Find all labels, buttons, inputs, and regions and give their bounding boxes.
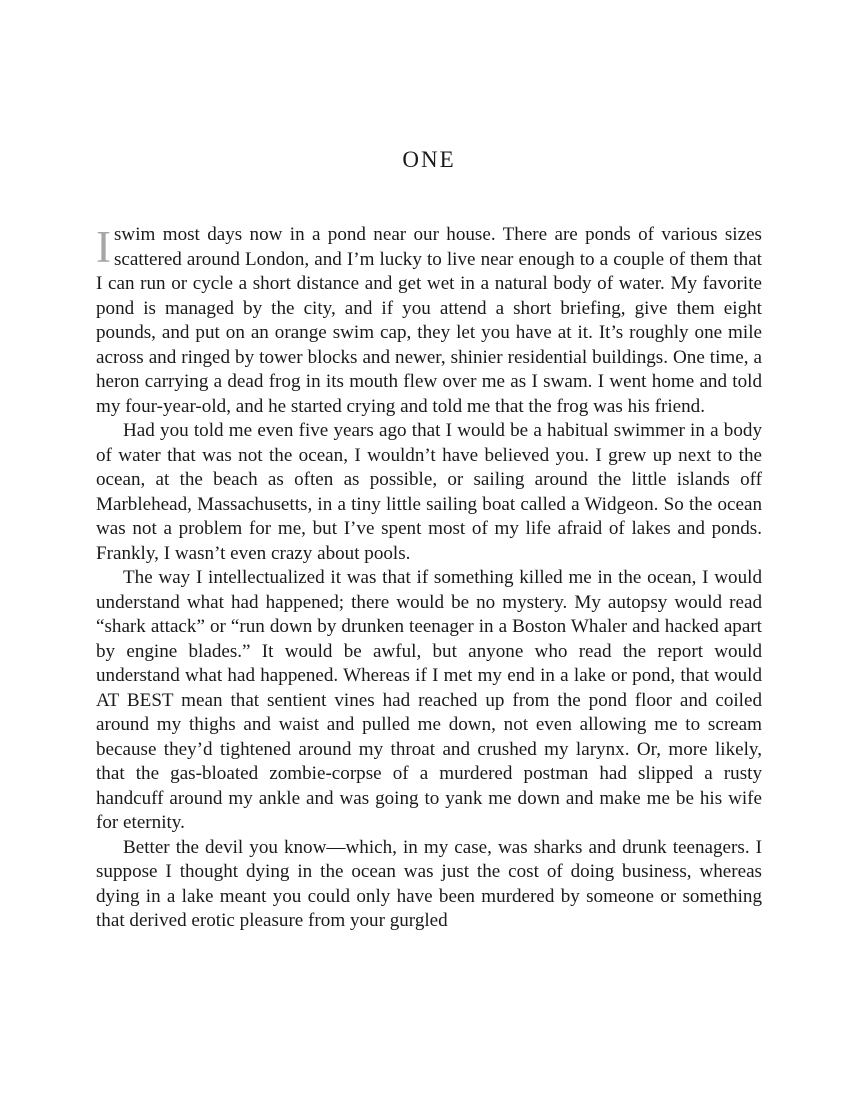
paragraph-1-text: swim most days now in a pond near our house. There are ponds of various sizes scattered around London, and I’m lucky to live near enough to a couple of them that I can run or cycle a short distance and get wet in a natural body of water. My favorite pond is managed by the city, and if you attend a short briefing, give them eight pounds, and put on an orange swim cap, they let you have at it. It’s roughly one mile across and ringed by tower blocks and newer, shinier residential buildings. One time, a heron carrying a dead frog in its mouth flew over me as I swam. I went home and told my four-year-old, and he started crying and told me that the frog was his friend. [96,224,762,417]
drop-cap: I [96,222,111,272]
book-page [96,0,762,1120]
paragraph-1 [96,223,762,419]
chapter-body [96,223,762,934]
paragraph-4: Better the devil you know—which, in my case, was sharks and drunk teenagers. I suppose I thought dying in the ocean was just the cost of doing business, whereas dying in a lake meant you could only have been murdered by someone or something that derived erotic pleasure from your gurgled [96,836,762,931]
paragraph-3: The way I intellectualized it was that if something killed me in the ocean, I would understand what had happened; there would be no mystery. My autopsy would read “shark attack” or “run down by drunken teenager in a Boston Whaler and hacked apart by engine blades.” It would be awful, but anyone who read the report would understand what had happened. Whereas if I met my end in a lake or pond, that would AT BEST mean that sentient vines had reached up from the pond floor and coiled around my thighs and waist and pulled me down, not even allowing me to scream because they’d tightened around my throat and crushed my larynx. Or, more likely, that the gas-bloated zombie-corpse of a murdered postman had slipped a rusty handcuff around my ankle and was going to yank me down and make me be his wife for eternity. [96,567,762,833]
chapter-title: ONE [402,147,456,172]
paragraph-2: Had you told me even five years ago that I would be a habitual swimmer in a body of water that was not the ocean, I wouldn’t have believed you. I grew up next to the ocean, at the beach as often as possible, or sailing around the little islands off Marblehead, Massachusetts, in a tiny little sailing boat called a Widgeon. So the ocean was not a problem for me, but I’ve spent most of my life afraid of lakes and ponds. Frankly, I wasn’t even crazy about pools. [96,420,762,564]
